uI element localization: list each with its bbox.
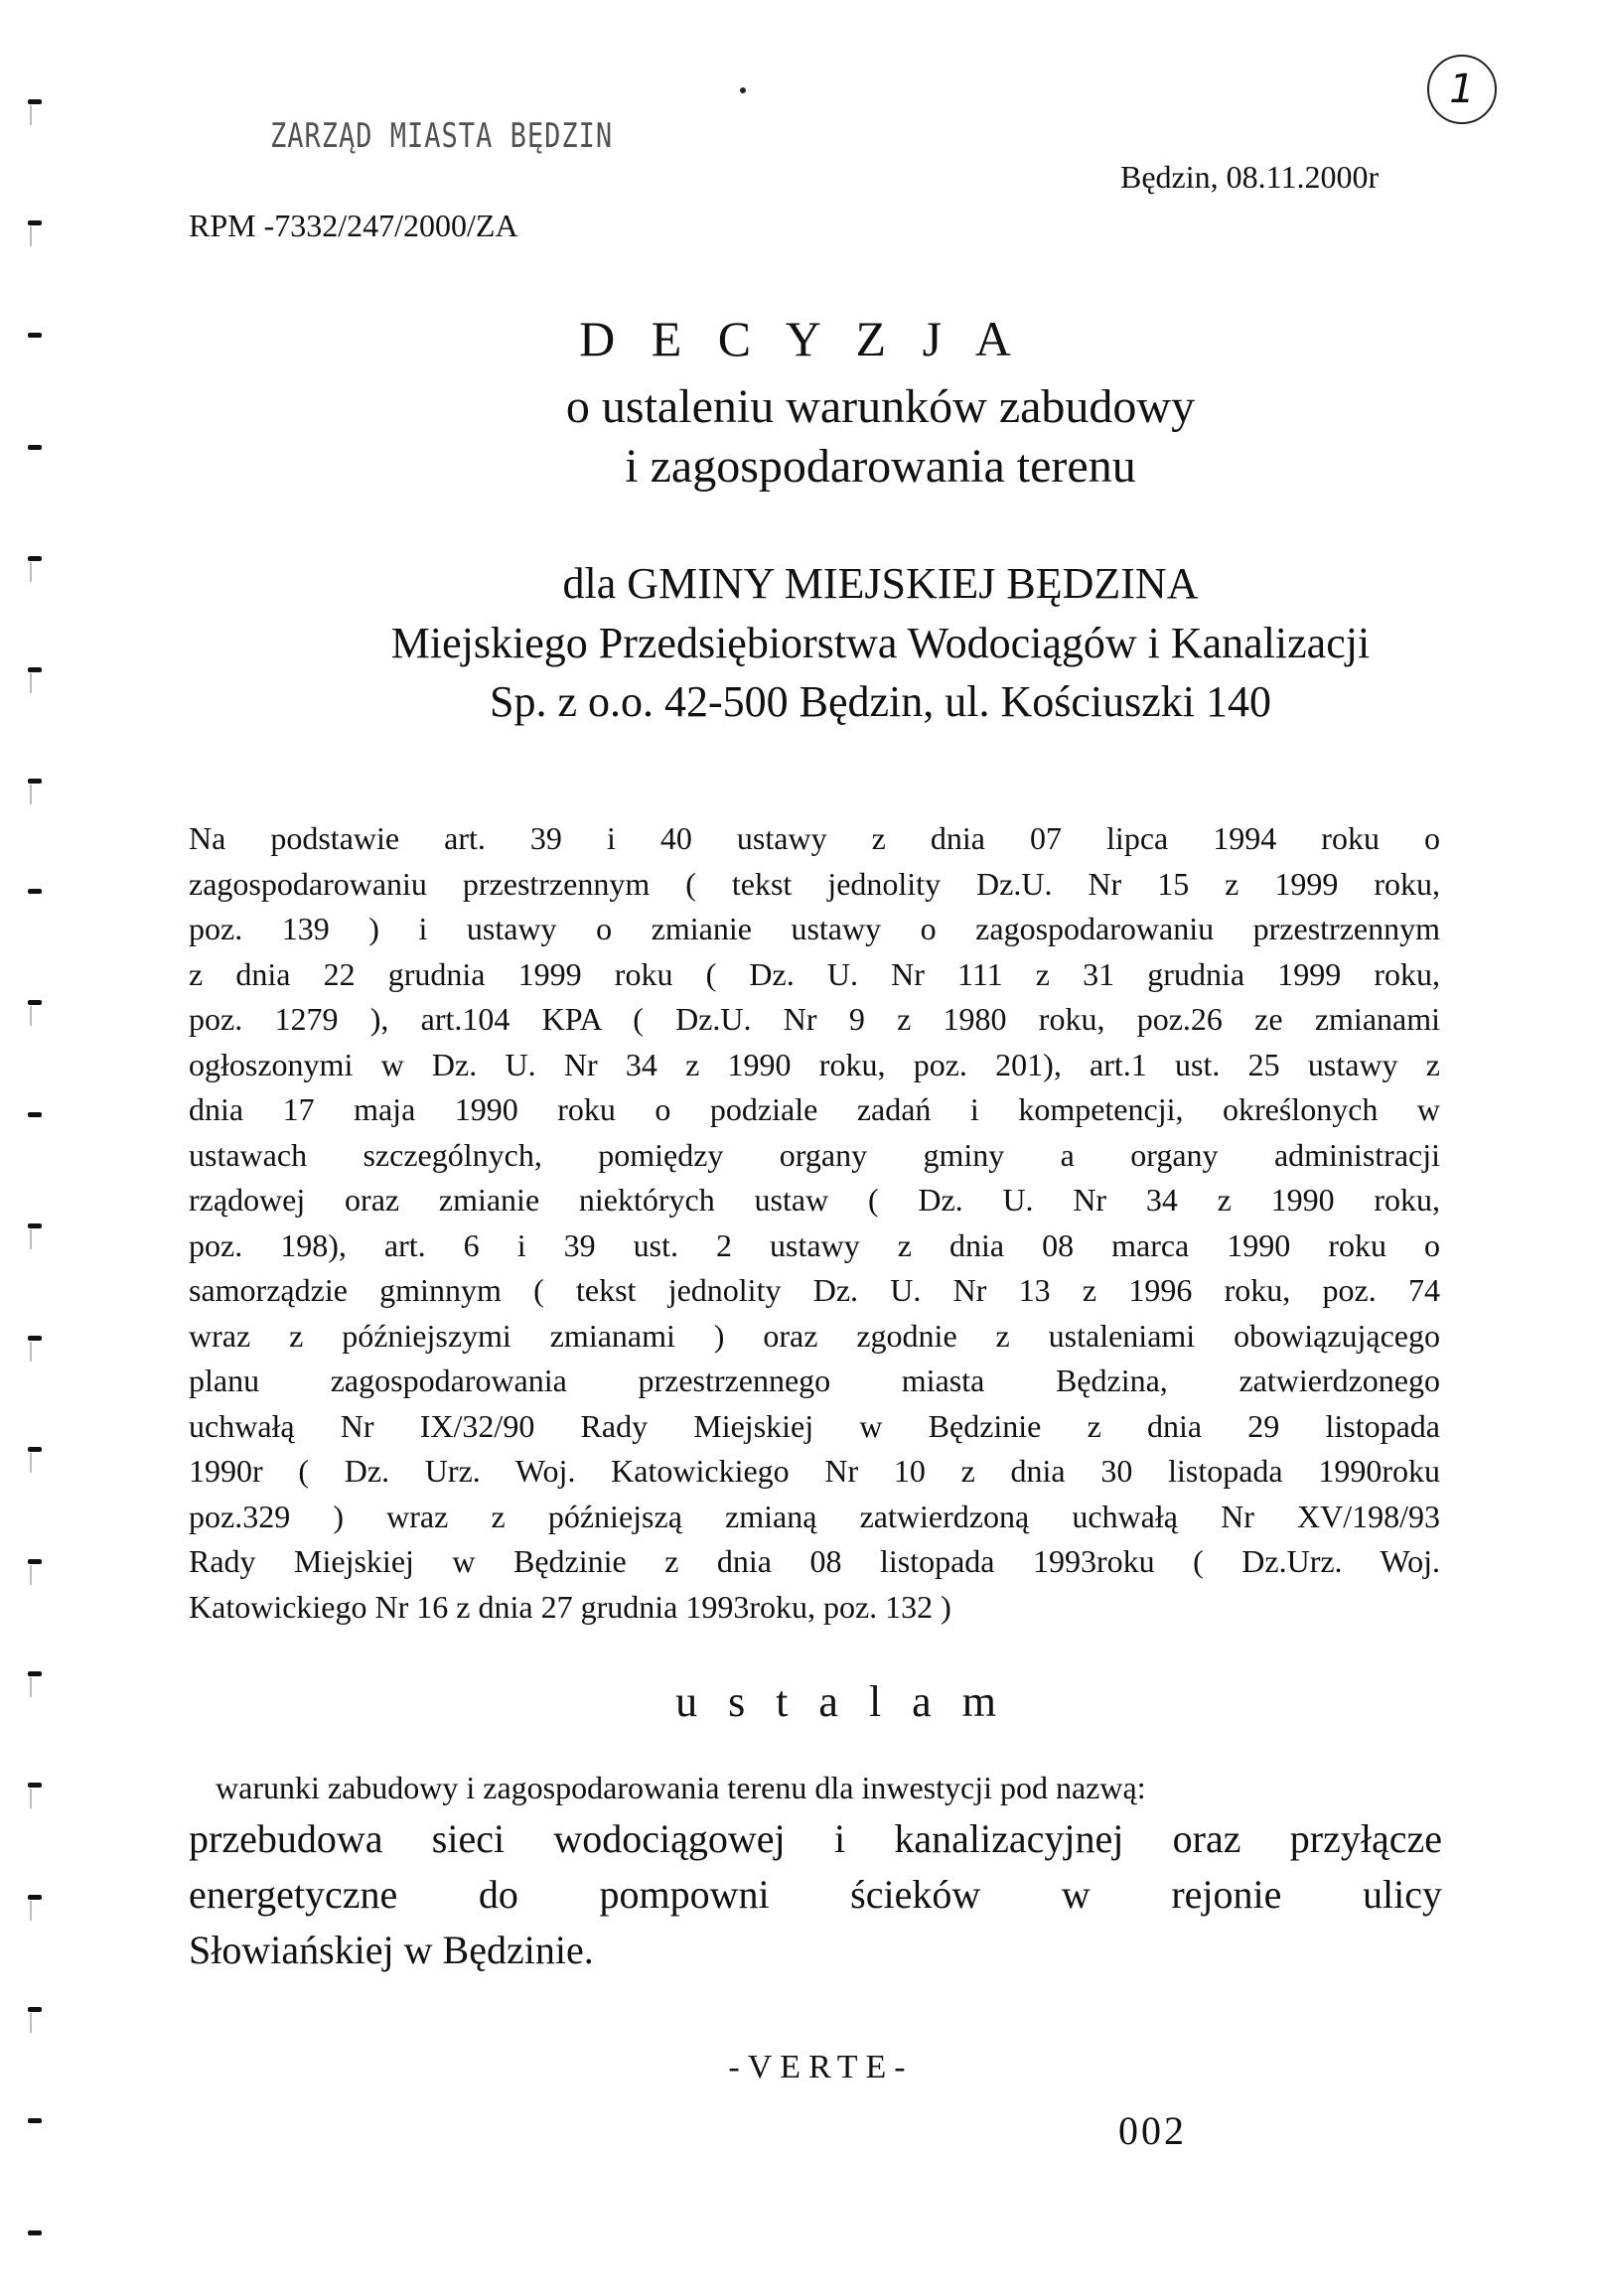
project-line: energetyczne do pompowni ścieków w rejonie ulicy: [189, 1872, 1442, 1917]
office-stamp: ZARZĄD MIASTA BĘDZIN: [270, 117, 614, 156]
decision-heading: u s t a l a m: [675, 1677, 1006, 1726]
document-subtitle-line1: o ustaleniu warunków zabudowy: [565, 380, 1196, 433]
paragraph-line: Rady Miejskiej w Będzinie z dnia 08 listopada 1993roku ( Dz.Urz. Woj.: [189, 1543, 1440, 1579]
verte-label: -VERTE-: [728, 2049, 914, 2085]
reference-number: RPM -7332/247/2000/ZA: [189, 208, 518, 243]
margin-mark: [28, 1559, 44, 1599]
document-title: D E C Y Z J A: [579, 311, 1023, 366]
document-date: Będzin, 08.11.2000r: [1120, 159, 1380, 195]
paragraph-line: ustawach szczególnych, pomiędzy organy gminy a organy administracji: [189, 1136, 1440, 1173]
margin-mark: [28, 556, 44, 596]
paragraph-line: zagospodarowaniu przestrzennym ( tekst jednolity Dz.U. Nr 15 z 1999 roku,: [189, 865, 1440, 902]
margin-mark: [28, 1223, 44, 1263]
paragraph-line: z dnia 22 grudnia 1999 roku ( Dz. U. Nr 111 z 31 grudnia 1999 roku,: [189, 955, 1440, 992]
margin-mark: [28, 1783, 44, 1822]
paragraph-line: wraz z późniejszymi zmianami ) oraz zgodnie z ustaleniami obowiązującego: [189, 1317, 1440, 1354]
paragraph-line: rządowej oraz zmianie niektórych ustaw ( Dz. U. Nr 34 z 1990 roku,: [189, 1182, 1440, 1218]
project-line: Słowiańskiej w Będzinie.: [189, 1928, 594, 1972]
margin-mark: [28, 1112, 44, 1152]
project-line: przebudowa sieci wodociągowej i kanalizacyjnej oraz przyłącze: [189, 1816, 1442, 1861]
addressee-line1: dla GMINY MIEJSKIEJ BĘDZINA: [562, 559, 1199, 608]
paragraph-line: poz.329 ) wraz z późniejszą zmianą zatwierdzoną uchwałą Nr XV/198/93: [189, 1498, 1440, 1534]
circled-page-number: 1: [1427, 55, 1497, 124]
addressee-line2: Miejskiego Przedsiębiorstwa Wodociągów i Kanalizacji: [390, 619, 1371, 667]
margin-mark: [28, 1447, 44, 1487]
paragraph-line: Katowickiego Nr 16 z dnia 27 grudnia 1993roku, poz. 132 ): [189, 1588, 951, 1625]
paragraph-line: planu zagospodarowania przestrzennego miasta Będzina, zatwierdzonego: [189, 1363, 1440, 1398]
addressee-line3: Sp. z o.o. 42-500 Będzin, ul. Kościuszki 140: [489, 677, 1272, 726]
scan-speck: [740, 87, 746, 93]
margin-mark: [28, 667, 44, 707]
project-name: [189, 1811, 1442, 1978]
paragraph-line: samorządzie gminnym ( tekst jednolity Dz. U. Nr 13 z 1996 roku, poz. 74: [189, 1272, 1440, 1308]
margin-mark: [28, 1336, 44, 1375]
paragraph-line: 1990r ( Dz. Urz. Woj. Katowickiego Nr 10 z dnia 30 listopada 1990roku: [189, 1453, 1440, 1489]
margin-mark: [28, 2007, 44, 2047]
legal-basis-paragraph: [189, 816, 1440, 1630]
paragraph-line: poz. 198), art. 6 i 39 ust. 2 ustawy z dnia 08 marca 1990 roku o: [189, 1226, 1440, 1263]
margin-mark: [28, 1000, 44, 1040]
paragraph-line: dnia 17 maja 1990 roku o podziale zadań i kompetencji, określonych w: [189, 1091, 1440, 1127]
paragraph-line: poz. 139 ) i ustawy o zmianie ustawy o zagospodarowaniu przestrzennym: [189, 911, 1440, 946]
decision-intro: warunki zabudowy i zagospodarowania terenu dla inwestycji pod nazwą:: [216, 1770, 1146, 1805]
margin-mark: [28, 1895, 44, 1935]
margin-mark: [28, 99, 44, 139]
document-subtitle-line2: i zagospodarowania terenu: [625, 440, 1136, 493]
page-number: 002: [1118, 2108, 1187, 2153]
paragraph-line: uchwałą Nr IX/32/90 Rady Miejskiej w Będzinie z dnia 29 listopada: [189, 1407, 1440, 1444]
margin-mark: [28, 779, 44, 818]
paragraph-line: ogłoszonymi w Dz. U. Nr 34 z 1990 roku, poz. 201), art.1 ust. 25 ustawy z: [189, 1046, 1440, 1082]
margin-mark: [28, 445, 44, 485]
margin-mark: [28, 2230, 44, 2270]
margin-mark: [28, 889, 44, 929]
paragraph-line: poz. 1279 ), art.104 KPA ( Dz.U. Nr 9 z 1980 roku, poz.26 ze zmianami: [189, 1001, 1440, 1037]
paragraph-line: Na podstawie art. 39 i 40 ustawy z dnia 07 lipca 1994 roku o: [189, 820, 1440, 856]
margin-mark: [28, 2118, 44, 2158]
margin-mark: [28, 220, 44, 260]
